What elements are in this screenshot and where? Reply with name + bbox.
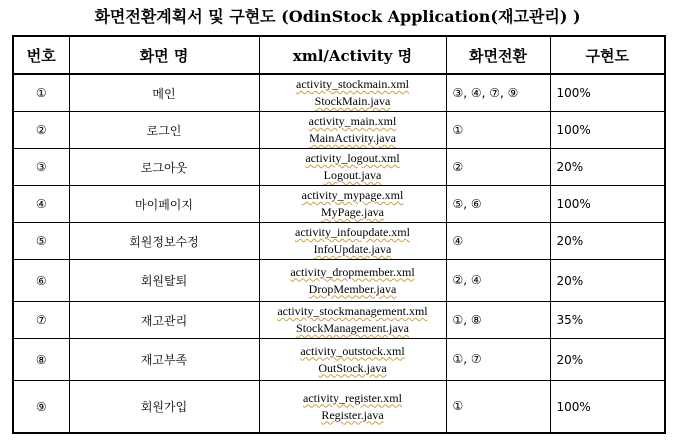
row-files bbox=[259, 339, 446, 381]
row-screen-name: 로그아웃 bbox=[69, 149, 259, 186]
row-number: ② bbox=[13, 112, 69, 149]
row-xml: activity_stockmanagement.xml bbox=[277, 304, 428, 318]
row-xml: activity_infoupdate.xml bbox=[295, 225, 410, 239]
row-files bbox=[259, 223, 446, 260]
table-row bbox=[13, 302, 665, 339]
table-row bbox=[13, 381, 665, 434]
row-transition: ⑤, ⑥ bbox=[446, 186, 550, 223]
table-header-row bbox=[13, 36, 665, 74]
header-number: 번호 bbox=[13, 36, 69, 74]
row-transition: ②, ④ bbox=[446, 260, 550, 302]
row-activity: InfoUpdate.java bbox=[313, 242, 392, 256]
row-number: ③ bbox=[13, 149, 69, 186]
row-screen-name: 회원탈퇴 bbox=[69, 260, 259, 302]
row-files bbox=[259, 149, 446, 186]
row-files bbox=[259, 186, 446, 223]
row-number: ⑨ bbox=[13, 381, 69, 434]
row-activity: StockManagement.java bbox=[296, 321, 409, 335]
row-activity: OutStock.java bbox=[318, 360, 387, 375]
row-implementation: 100% bbox=[550, 381, 665, 434]
row-transition: ③, ④, ⑦, ⑨ bbox=[446, 74, 550, 112]
table-row bbox=[13, 260, 665, 302]
row-implementation: 20% bbox=[550, 339, 665, 381]
row-files bbox=[259, 112, 446, 149]
row-screen-name: 회원가입 bbox=[69, 381, 259, 434]
row-activity: StockMain.java bbox=[314, 94, 391, 108]
row-implementation: 100% bbox=[550, 186, 665, 223]
row-screen-name: 메인 bbox=[69, 74, 259, 112]
row-screen-name: 회원정보수정 bbox=[69, 223, 259, 260]
row-files bbox=[259, 302, 446, 339]
row-xml: activity_logout.xml bbox=[305, 151, 400, 165]
row-activity: Logout.java bbox=[323, 168, 382, 182]
row-implementation: 20% bbox=[550, 149, 665, 186]
document-title: 화면전환계획서 및 구현도 (OdinStock Application(재고관리) ) bbox=[94, 7, 581, 26]
row-implementation: 100% bbox=[550, 74, 665, 112]
row-files bbox=[259, 74, 446, 112]
row-number: ⑧ bbox=[13, 339, 69, 381]
row-number: ④ bbox=[13, 186, 69, 223]
screen-transition-table bbox=[12, 35, 666, 434]
row-xml: activity_outstock.xml bbox=[300, 343, 405, 358]
row-transition: ① bbox=[446, 112, 550, 149]
table-row bbox=[13, 112, 665, 149]
row-xml: activity_main.xml bbox=[308, 114, 397, 128]
row-screen-name: 재고부족 bbox=[69, 339, 259, 381]
row-activity: MainActivity.java bbox=[309, 131, 396, 145]
table-row bbox=[13, 186, 665, 223]
row-implementation: 100% bbox=[550, 112, 665, 149]
row-number: ⑥ bbox=[13, 260, 69, 302]
table-row bbox=[13, 74, 665, 112]
row-xml: activity_dropmember.xml bbox=[290, 264, 415, 279]
row-implementation: 20% bbox=[550, 260, 665, 302]
row-number: ⑤ bbox=[13, 223, 69, 260]
header-xml-activity: xml/Activity 명 bbox=[259, 36, 446, 74]
row-implementation: 20% bbox=[550, 223, 665, 260]
row-files bbox=[259, 260, 446, 302]
row-files bbox=[259, 381, 446, 434]
row-number: ⑦ bbox=[13, 302, 69, 339]
row-xml: activity_stockmain.xml bbox=[296, 77, 409, 91]
header-transition: 화면전환 bbox=[446, 36, 550, 74]
row-xml: activity_mypage.xml bbox=[301, 188, 404, 202]
row-screen-name: 마이페이지 bbox=[69, 186, 259, 223]
header-screen-name: 화면 명 bbox=[69, 36, 259, 74]
header-implementation: 구현도 bbox=[550, 36, 665, 74]
row-implementation: 35% bbox=[550, 302, 665, 339]
row-number: ① bbox=[13, 74, 69, 112]
row-transition: ①, ⑧ bbox=[446, 302, 550, 339]
table-row bbox=[13, 149, 665, 186]
row-activity: MyPage.java bbox=[321, 205, 384, 219]
row-screen-name: 재고관리 bbox=[69, 302, 259, 339]
row-transition: ④ bbox=[446, 223, 550, 260]
row-activity: DropMember.java bbox=[308, 281, 397, 296]
row-screen-name: 로그인 bbox=[69, 112, 259, 149]
row-activity: Register.java bbox=[321, 407, 384, 422]
row-xml: activity_register.xml bbox=[303, 390, 402, 405]
row-transition: ② bbox=[446, 149, 550, 186]
table-row bbox=[13, 339, 665, 381]
row-transition: ① bbox=[446, 381, 550, 434]
table-row bbox=[13, 223, 665, 260]
row-transition: ①, ⑦ bbox=[446, 339, 550, 381]
